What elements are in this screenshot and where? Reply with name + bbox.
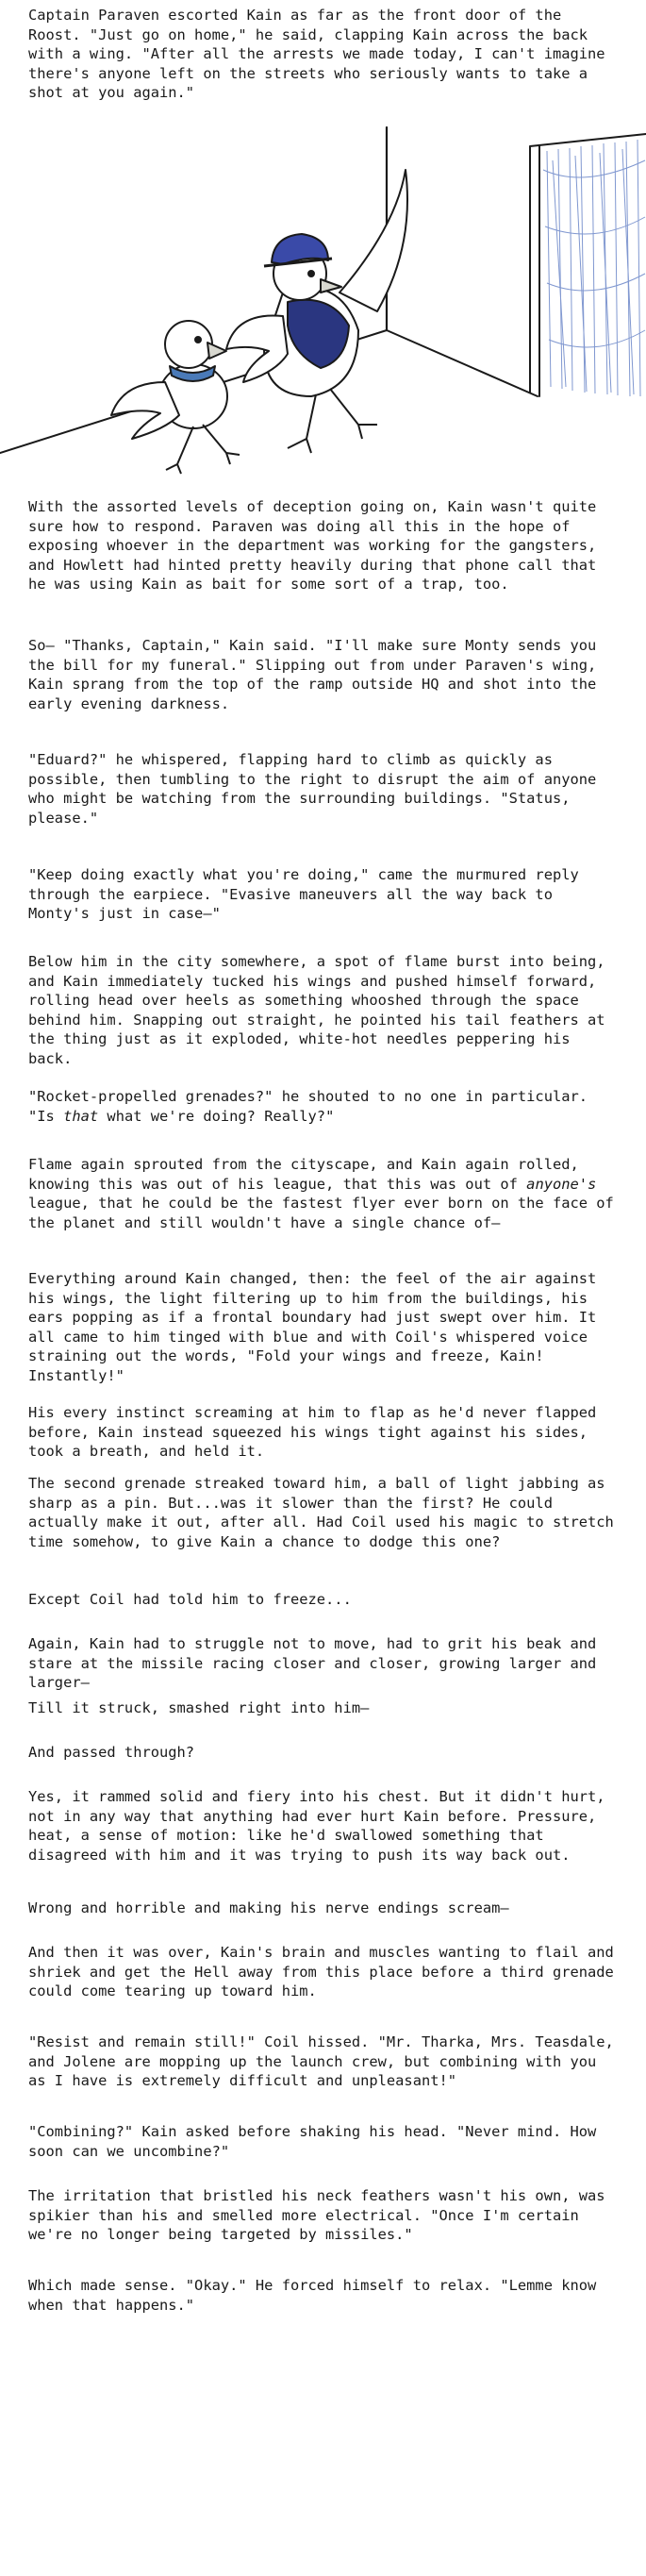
paragraph-1: Captain Paraven escorted Kain as far as the front door of the Roost. "Just go on home," he said, clapping Kain across the back with a wing. "After all the arrests we made today, I can't imagine there's anyone left on the streets who seriously wants to take a shot at you again.": [28, 7, 605, 102]
paragraph-10: His every instinct screaming at him to flap as he'd never flapped before, Kain instead squeezed his wings tight against his sides, took a breath, and held it.: [28, 1404, 597, 1461]
paragraph-12: Except Coil had told him to freeze...: [28, 1591, 352, 1608]
door-shading: [543, 140, 645, 396]
tall-bird-beak: [321, 279, 341, 293]
paragraph-15: And passed through?: [28, 1744, 195, 1761]
paragraph-17: Wrong and horrible and making his nerve endings scream—: [28, 1899, 509, 1916]
paragraph-20: "Combining?" Kain asked before shaking his head. "Never mind. How soon can we uncombine?": [28, 2123, 597, 2160]
emphasis-that: that: [63, 1107, 99, 1125]
paragraph-22: Which made sense. "Okay." He forced himself to relax. "Lemme know when that happens.": [28, 2277, 597, 2314]
small-bird-leg: [166, 425, 240, 474]
tall-bird-leg: [288, 389, 377, 453]
small-bird-wing: [111, 382, 179, 439]
small-bird: [111, 321, 240, 474]
tall-bird-tail: [340, 170, 407, 311]
illustration-birds: [0, 113, 646, 491]
paragraph-4: "Eduard?" he whispered, flapping hard to climb as quickly as possible, then tumbling to the right to disrupt the aim of anyone who might be watching from the surrounding buildings. "Status, please.": [28, 751, 597, 827]
paragraph-16: Yes, it rammed solid and fiery into his chest. But it didn't hurt, not in any way that anything had ever hurt Kain before. Pressure, heat, a sense of motion: like he'd swallowed something that disagreed with him and it was trying to push its way back out.: [28, 1788, 605, 1864]
paragraph-13: Again, Kain had to struggle not to move, had to grit his beak and stare at the missile racing closer and closer, growing larger and larger—: [28, 1635, 597, 1692]
paragraph-21: The irritation that bristled his neck feathers wasn't his own, was spikier than his and smelled more electrical. "Once I'm certain we're no longer being targeted by missiles.": [28, 2187, 605, 2244]
paragraph-18: And then it was over, Kain's brain and muscles wanting to flail and shriek and get the Hell away from this place before a third grenade could come tearing up toward him.: [28, 1944, 614, 2000]
paragraph-19: "Resist and remain still!" Coil hissed. "Mr. Tharka, Mrs. Teasdale, and Jolene are mopping up the launch crew, but combining with you as I have is extremely difficult and unpleasant!": [28, 2033, 614, 2090]
paragraph-11: The second grenade streaked toward him, a ball of light jabbing as sharp as a pin. But...was it slower than the first? He could actually make it out, after all. Had Coil used his magic to stretch time somehow, to give Kain a chance to dodge this one?: [28, 1475, 614, 1550]
small-bird-beak: [207, 343, 226, 359]
paragraph-14: Till it struck, smashed right into him—: [28, 1699, 370, 1716]
tall-bird: [226, 170, 407, 453]
paragraph-3: So— "Thanks, Captain," Kain said. "I'll make sure Monty sends you the bill for my funeral." Slipping out from under Paraven's wing, Kain sprang from the top of the ramp outside HQ and shot into the early evening darkness.: [28, 637, 597, 712]
paragraph-5: "Keep doing exactly what you're doing," came the murmured reply through the earpiece. "Evasive maneuvers all the way back to Monty's just in case—": [28, 866, 579, 923]
paragraph-7: "Rocket-propelled grenades?" he shouted to no one in particular. "Is that what we're doing? Really?": [28, 1088, 588, 1125]
floor-line-right: [387, 330, 538, 396]
paragraph-8: Flame again sprouted from the cityscape, and Kain again rolled, knowing this was out of his league, that this was out of anyone's league, that he could be the fastest flyer ever born on the face of the planet and still wouldn't have a single chance of—: [28, 1156, 614, 1231]
paragraph-9: Everything around Kain changed, then: the feel of the air against his wings, the light filtering up to him from the buildings, his ears popping as if a frontal boundary had just swept over him. It all came to him tinged with blue and with Coil's whispered voice straining out the words, "Fold your wings and freeze, Kain! Instantly!": [28, 1270, 597, 1384]
paragraph-6: Below him in the city somewhere, a spot of flame burst into being, and Kain immediately tucked his wings and pushed himself forward, rolling head over heels as something whooshed through the space behind him. Snapping out straight, he pointed his tail feathers at the thing just as it exploded, white-hot needles peppering his back.: [28, 953, 605, 1067]
emphasis-anyones: anyone's: [526, 1175, 597, 1193]
small-bird-head: [165, 321, 212, 368]
paragraph-2: With the assorted levels of deception going on, Kain wasn't quite sure how to respond. Paraven was doing all this in the hope of exposing whoever in the department was working for the gangsters, and Howlett had hinted pretty heavily during that phone call that he was using Kain as bait for some sort of a trap, too.: [28, 498, 597, 594]
